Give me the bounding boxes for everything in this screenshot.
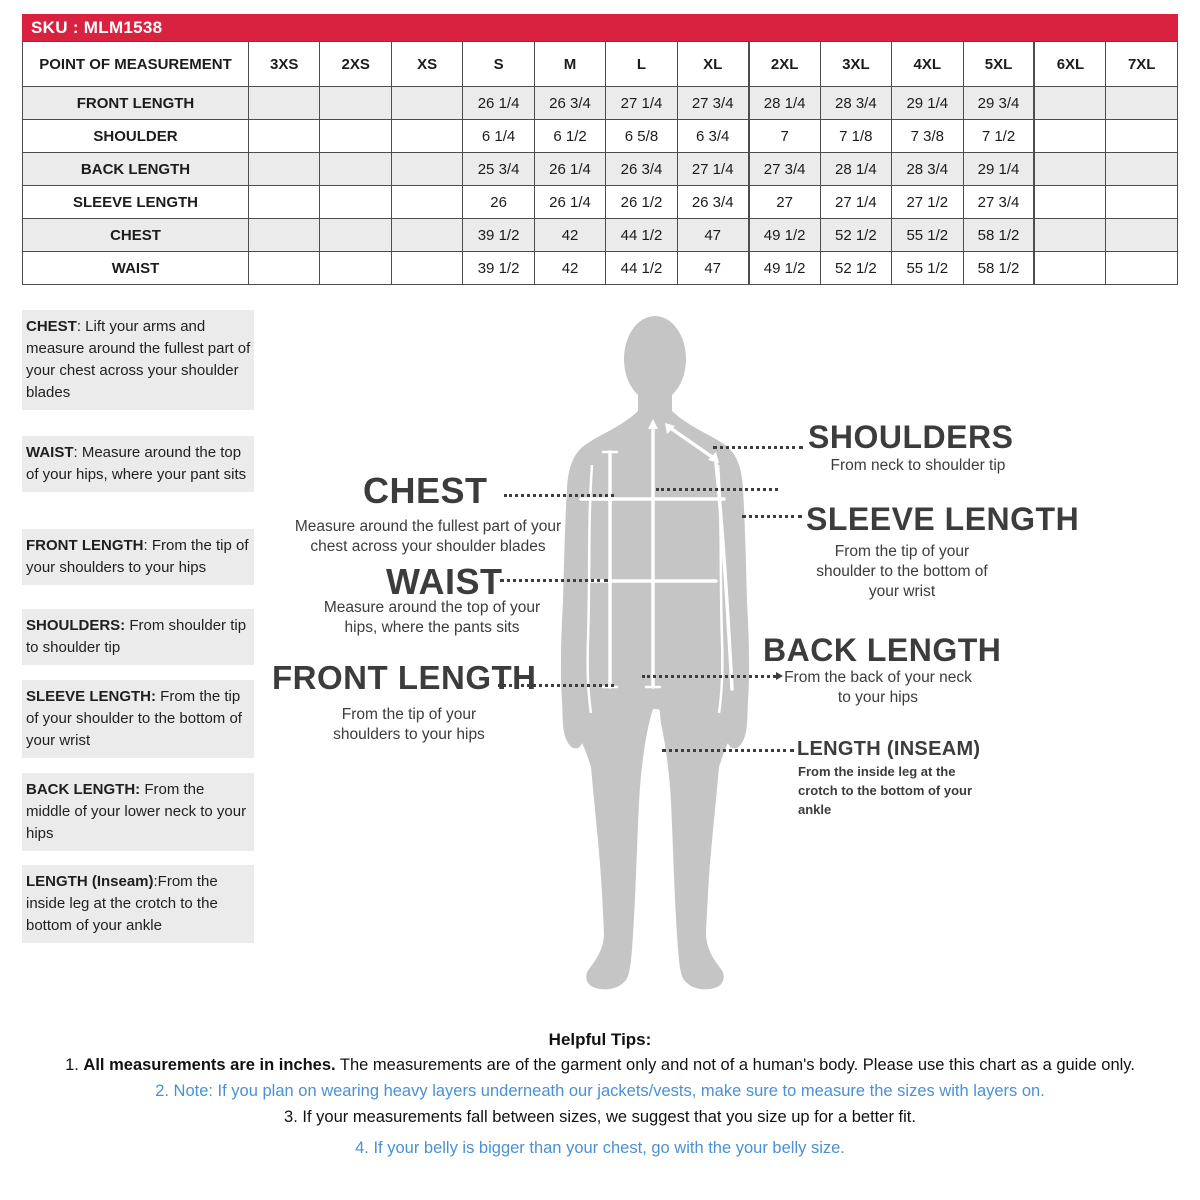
measurement-cell (391, 120, 462, 153)
row-label: SLEEVE LENGTH (23, 186, 249, 219)
measurement-cell (1106, 153, 1178, 186)
measurement-cell: 26 3/4 (677, 186, 748, 219)
measurement-cell: 7 1/2 (963, 120, 1034, 153)
measurement-cell: 6 1/4 (463, 120, 534, 153)
sku-label: SKU : MLM1538 (31, 18, 163, 37)
measurement-cell: 42 (534, 219, 605, 252)
measurement-cell: 26 1/4 (463, 87, 534, 120)
measurement-cell: 26 3/4 (606, 153, 677, 186)
measurement-cell (1034, 153, 1105, 186)
measurement-cell: 6 5/8 (606, 120, 677, 153)
tip-text: The measurements are of the garment only and not of a human's body. Please use this chart as a guide only. (335, 1056, 1135, 1074)
measurement-cell (1034, 252, 1105, 285)
measurement-cell (320, 219, 391, 252)
measurement-cell (249, 252, 320, 285)
table-row (23, 252, 1178, 285)
table-row (23, 153, 1178, 186)
tip-prefix: 1. (65, 1056, 84, 1074)
measurement-cell: 27 1/4 (820, 186, 891, 219)
measurement-cell: 42 (534, 252, 605, 285)
measurement-cell: 26 1/4 (534, 153, 605, 186)
measurement-cell: 27 3/4 (749, 153, 820, 186)
measurement-cell (1106, 87, 1178, 120)
note-text: From the middle of your lower neck to your hips (26, 781, 247, 842)
back-length-diagram-label: BACK LENGTH (763, 632, 1002, 668)
size-column-header: 4XL (892, 42, 963, 87)
measurement-cell (249, 120, 320, 153)
measurement-cell: 26 1/2 (606, 186, 677, 219)
chest-diagram-label: CHEST (363, 470, 488, 511)
note-chest (22, 310, 254, 410)
size-column-header: S (463, 42, 534, 87)
tip-line-1 (0, 1056, 1200, 1075)
table-row (23, 219, 1178, 252)
note-waist (22, 436, 254, 492)
size-column-header: XS (391, 42, 462, 87)
measurement-cell: 6 3/4 (677, 120, 748, 153)
helpful-tips-section (0, 1030, 1200, 1165)
size-table-header-row (23, 42, 1178, 87)
note-shoulders (22, 609, 254, 665)
measurement-cell (1034, 186, 1105, 219)
measurement-cell: 47 (677, 219, 748, 252)
measurement-cell (1034, 87, 1105, 120)
note-term: SHOULDERS: (26, 617, 126, 634)
inseam-leader-line (662, 749, 794, 752)
measurement-cell (1106, 120, 1178, 153)
sleeve-leader-line (742, 515, 802, 518)
measurement-cell: 28 3/4 (892, 153, 963, 186)
row-label: FRONT LENGTH (23, 87, 249, 120)
measurement-cell: 28 1/4 (749, 87, 820, 120)
note-text: From the tip of your shoulder to the bottom of your wrist (26, 688, 242, 749)
back-length-leader-line (642, 675, 776, 678)
measurement-cell (249, 219, 320, 252)
chest-leader-line (504, 494, 614, 497)
size-column-header: XL (677, 42, 748, 87)
measurement-cell (1106, 252, 1178, 285)
measurement-cell: 55 1/2 (892, 219, 963, 252)
note-term: BACK LENGTH: (26, 781, 141, 798)
note-term: LENGTH (Inseam) (26, 873, 154, 890)
measurement-cell: 28 1/4 (820, 153, 891, 186)
measurement-cell (320, 252, 391, 285)
table-row (23, 186, 1178, 219)
tip-text: 3. If your measurements fall between sizes, we suggest that you size up for a better fit. (284, 1108, 916, 1126)
note-text: : Measure around the top of your hips, where your pant sits (26, 444, 247, 483)
chest-diagram-sub: Measure around the fullest part of your chest across your shoulder blades (294, 518, 562, 555)
measurement-cell: 58 1/2 (963, 252, 1034, 285)
measurement-cell: 7 3/8 (892, 120, 963, 153)
measurement-cell: 28 3/4 (820, 87, 891, 120)
helpful-tips-heading: Helpful Tips: (548, 1030, 652, 1049)
note-term: CHEST (26, 318, 77, 335)
back-length-arrow-icon (776, 672, 783, 680)
measurement-cell (1106, 186, 1178, 219)
measurement-cell: 49 1/2 (749, 219, 820, 252)
measurement-cell (391, 153, 462, 186)
note-length-inseam (22, 865, 254, 943)
measurement-cell: 39 1/2 (463, 252, 534, 285)
measurement-cell: 7 1/8 (820, 120, 891, 153)
point-of-measurement-header: POINT OF MEASUREMENT (23, 42, 249, 87)
measurement-cell: 27 3/4 (963, 186, 1034, 219)
note-text: : Lift your arms and measure around the fullest part of your chest across your shoulder blades (26, 318, 251, 401)
size-column-header: 6XL (1034, 42, 1105, 87)
measurement-cell: 29 1/4 (963, 153, 1034, 186)
size-table-body (23, 87, 1178, 285)
size-column-header: 5XL (963, 42, 1034, 87)
measurement-cell: 25 3/4 (463, 153, 534, 186)
measurement-cell: 52 1/2 (820, 219, 891, 252)
measurement-cell (1034, 120, 1105, 153)
tip-text: 4. If your belly is bigger than your chest, go with the your belly size. (355, 1139, 845, 1157)
size-column-header: L (606, 42, 677, 87)
size-column-header: 3XL (820, 42, 891, 87)
size-table (22, 41, 1178, 285)
measurement-cell (391, 186, 462, 219)
measurement-cell (320, 87, 391, 120)
back-length-diagram-sub: From the back of your neck to your hips (784, 669, 972, 706)
measurement-cell: 27 3/4 (677, 87, 748, 120)
size-column-header: 7XL (1106, 42, 1178, 87)
measurement-cell (1034, 219, 1105, 252)
inseam-diagram-sub: From the inside leg at the crotch to the bottom of your ankle (798, 764, 973, 817)
waist-diagram-sub: Measure around the top of your hips, where the pants sits (323, 599, 541, 636)
front-length-diagram-sub: From the tip of your shoulders to your hips (333, 706, 485, 743)
note-term: FRONT LENGTH (26, 537, 144, 554)
front-length-leader-line (498, 684, 614, 687)
measurement-cell (1106, 219, 1178, 252)
measurement-cell: 47 (677, 252, 748, 285)
table-row (23, 87, 1178, 120)
measurement-cell (249, 186, 320, 219)
measurement-cell: 26 3/4 (534, 87, 605, 120)
tip-bold-text: All measurements are in inches. (83, 1056, 336, 1074)
waist-diagram-label: WAIST (386, 561, 503, 602)
measurement-cell: 27 (749, 186, 820, 219)
shoulders-diagram-sub: From neck to shoulder tip (830, 457, 1006, 474)
row-label: CHEST (23, 219, 249, 252)
note-back-length (22, 773, 254, 851)
size-column-header: M (534, 42, 605, 87)
note-text: : From the tip of your shoulders to your hips (26, 537, 249, 576)
measurement-cell: 58 1/2 (963, 219, 1034, 252)
note-front-length (22, 529, 254, 585)
tip-line-3 (0, 1108, 1200, 1127)
chest-leader-line-right (656, 488, 778, 491)
sleeve-length-diagram-sub: From the tip of your shoulder to the bottom of your wrist (816, 543, 988, 600)
measurement-cell (320, 120, 391, 153)
measurement-cell (320, 186, 391, 219)
measurement-cell: 29 1/4 (892, 87, 963, 120)
note-term: SLEEVE LENGTH: (26, 688, 157, 705)
measurement-cell: 26 1/4 (534, 186, 605, 219)
sku-bar (22, 14, 1178, 41)
measurement-cell: 55 1/2 (892, 252, 963, 285)
tip-text: 2. Note: If you plan on wearing heavy layers underneath our jackets/vests, make sure to measure the sizes with layers on. (155, 1082, 1045, 1100)
measurement-cell: 52 1/2 (820, 252, 891, 285)
size-column-header: 2XL (749, 42, 820, 87)
row-label: WAIST (23, 252, 249, 285)
table-row (23, 120, 1178, 153)
measurement-cell: 27 1/4 (677, 153, 748, 186)
note-sleeve-length (22, 680, 254, 758)
note-text: :From the inside leg at the crotch to the bottom of your ankle (26, 873, 218, 934)
measurement-cell (320, 153, 391, 186)
measurement-cell: 39 1/2 (463, 219, 534, 252)
body-silhouette-figure (545, 315, 765, 995)
measurement-cell: 26 (463, 186, 534, 219)
shoulders-diagram-label: SHOULDERS (808, 419, 1014, 455)
measurement-cell: 27 1/4 (606, 87, 677, 120)
measurement-cell (391, 219, 462, 252)
note-text: From shoulder tip to shoulder tip (26, 617, 247, 656)
inseam-diagram-label: LENGTH (INSEAM) (797, 738, 981, 760)
front-length-diagram-label: FRONT LENGTH (272, 659, 537, 696)
measurement-cell (249, 87, 320, 120)
measurement-cell: 7 (749, 120, 820, 153)
measurement-cell: 6 1/2 (534, 120, 605, 153)
row-label: SHOULDER (23, 120, 249, 153)
sleeve-length-diagram-label: SLEEVE LENGTH (806, 501, 1080, 537)
measurement-cell: 49 1/2 (749, 252, 820, 285)
measurement-cell: 44 1/2 (606, 219, 677, 252)
measurement-cell: 27 1/2 (892, 186, 963, 219)
measurement-cell (391, 252, 462, 285)
row-label: BACK LENGTH (23, 153, 249, 186)
size-column-header: 2XS (320, 42, 391, 87)
shoulders-leader-line (713, 446, 803, 449)
measurement-cell (391, 87, 462, 120)
tip-line-4 (0, 1139, 1200, 1158)
size-column-header: 3XS (249, 42, 320, 87)
measurement-cell (249, 153, 320, 186)
measurement-cell: 44 1/2 (606, 252, 677, 285)
tip-line-2 (0, 1082, 1200, 1101)
waist-leader-line (500, 579, 608, 582)
note-term: WAIST (26, 444, 74, 461)
measurement-cell: 29 3/4 (963, 87, 1034, 120)
